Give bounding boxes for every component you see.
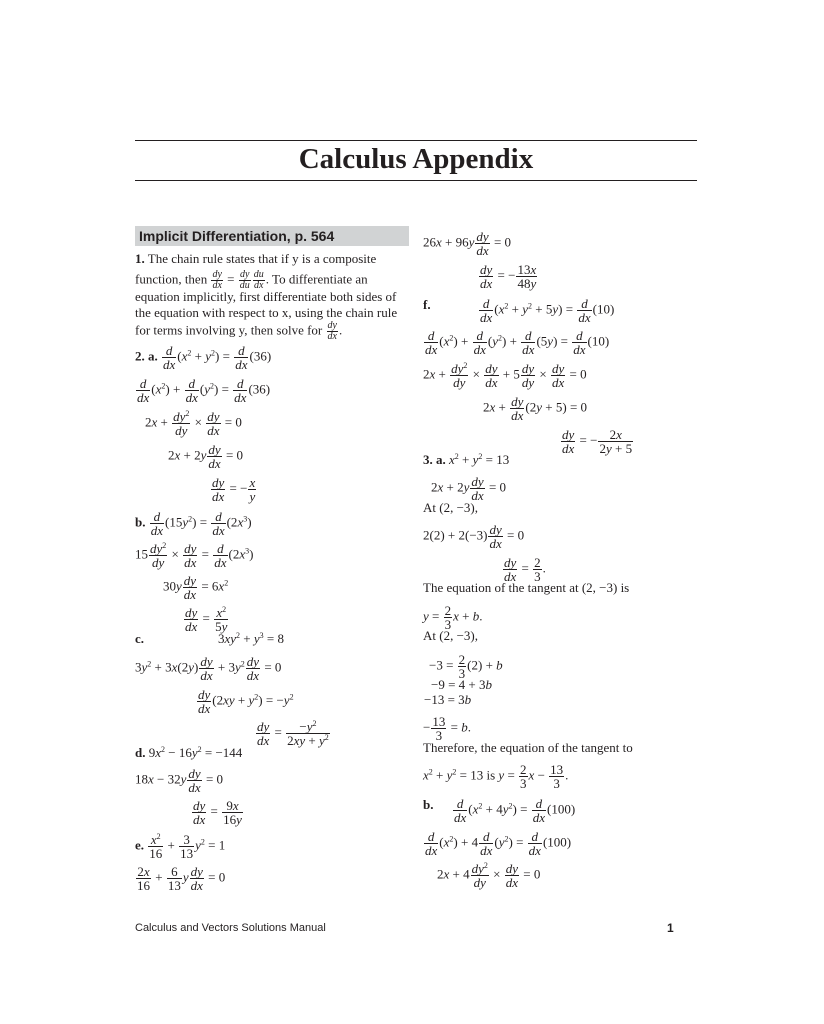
fraction: $\frac{dy}{dx}$	[212, 475, 225, 504]
q3a-line8: −13 = 3b	[424, 692, 472, 707]
q3a-line7: −9 = 4 + 3b	[431, 677, 492, 692]
q3a-tangent-text: The equation of the tangent at (2, −3) is	[423, 580, 630, 595]
footer-title: Calculus and Vectors Solutions Manual	[135, 922, 326, 934]
fraction: $\frac{9x}{16y}$	[223, 798, 242, 827]
q2f-label-row	[423, 297, 431, 313]
fraction: $\frac{3}{13}$	[180, 832, 194, 861]
q3a-line2: 2x + 2y $\frac{dy}{dx}$ = 0	[431, 474, 507, 503]
q1-line2-b: . To differentiate an	[265, 271, 368, 287]
fraction: $\frac{dy^2}{dy}$	[150, 541, 167, 570]
q3b-line1: $\frac{d}{dx}$ $(x^2 + 4y^2)$ = $\frac{d}{dx}$ (100)	[454, 796, 576, 825]
fraction: $\frac{dy}{dx}$	[552, 361, 565, 390]
fraction: $\frac{d}{dx}$	[163, 343, 176, 372]
fraction: $\frac{6}{13}$	[167, 864, 181, 893]
fraction: $\frac{dy^2}{dy}$	[173, 409, 190, 438]
q3b-label: b.	[423, 797, 434, 812]
q2b-line4: $\frac{dy}{dx}$ = $\frac{x^2}{5y}$	[185, 605, 228, 634]
q3a-label: 3. a.	[423, 452, 446, 467]
fraction: $\frac{x}{y}$	[249, 475, 256, 504]
fraction: $\frac{d}{dx}$	[522, 328, 535, 357]
fraction: $\frac{dy}{du}$	[239, 269, 250, 291]
title-underline	[135, 180, 697, 181]
q2e-label: e.	[135, 837, 145, 853]
fraction: $\frac{dy}{dx}$	[246, 654, 260, 683]
q3a-line6: −3 = $\frac{2}{3}$ (2) + b	[429, 652, 503, 681]
q2c-line4: $\frac{dy}{dx}$ = $\frac{-y^2}{2xy + y^2}$	[257, 719, 329, 748]
fraction: $\frac{dy}{dx}$	[185, 605, 198, 634]
fraction: $\frac{dy}{dx}$	[184, 541, 197, 570]
q2c-line3: $\frac{dy}{dx}$ $(2xy + y^2) = -y^2$	[198, 687, 294, 716]
fraction: $\frac{d}{dx}$	[214, 541, 227, 570]
q2f-line2: $\frac{d}{dx}$ $(x^2)$ + $\frac{d}{dx}$ $(y^2)$ + $\frac{d}{dx}$ (5y) = $\frac{d}{dx}$ (10)	[425, 328, 610, 357]
fraction: $\frac{dy}{dx}$	[471, 474, 484, 503]
q2f-label: f.	[423, 297, 431, 312]
fraction: $\frac{dy}{dx}$	[207, 409, 220, 438]
fraction: $\frac{dy}{dx}$	[476, 229, 489, 258]
q1-line2: function, then $\frac{dy}{dx}$ = $\frac{dy}{du}$ $\frac{du}{dx}$ . To differentiate an	[135, 269, 368, 291]
q1-label: 1.	[135, 251, 145, 266]
fraction: $\frac{dy}{dx}$	[562, 427, 575, 456]
q2c-line1-eq: $3xy^2 + y^3 = 8$	[218, 631, 285, 646]
q3b-label-row	[423, 797, 433, 813]
fraction: $\frac{du}{dx}$	[253, 269, 264, 291]
q2e-line2: $\frac{2x}{16}$ + $\frac{6}{13}$ y $\frac{dy}{dx}$ = 0	[137, 864, 226, 893]
fraction: $\frac{13}{3}$	[550, 762, 564, 791]
q2a-line5: $\frac{dy}{dx}$ = − $\frac{x}{y}$	[212, 475, 256, 504]
q2d-line1: d. $9x^2 - 16y^2 = -144$	[135, 745, 243, 760]
q2f-line4: 2x + $\frac{dy}{dx}$ (2y + 5) = 0	[483, 394, 588, 423]
q3a-therefore: Therefore, the equation of the tangent to	[423, 740, 633, 755]
fraction: $\frac{d}{dx}$	[573, 328, 586, 357]
q1-line5-text: for terms involving y, then solve for	[135, 322, 323, 338]
fraction: $\frac{d}{dx}$	[528, 829, 541, 858]
fraction: $\frac{d}{dx}$	[212, 509, 225, 538]
q3a-line10: $x^2 + y^2 = 13$ is y = $\frac{2}{3}$ x − $\frac{13}{3}$ .	[423, 762, 569, 791]
fraction: $\frac{dy}{dx}$	[504, 555, 517, 584]
fraction: $\frac{dy}{dx}$	[480, 262, 493, 291]
fraction: $\frac{dy}{dy}$	[521, 361, 535, 390]
fraction: $\frac{d}{dx}$	[473, 328, 486, 357]
q3a-line9: − $\frac{13}{3}$ = b.	[423, 714, 471, 743]
q2e-line1: e. $\frac{x^2}{16}$ + $\frac{3}{13}$ $y^2 = 1$	[135, 832, 226, 861]
fraction: $\frac{d}{dx}$	[150, 509, 164, 538]
q1-line4: the equation with respect to x, using the chain rule	[135, 305, 398, 320]
q2a-line2: $\frac{d}{dx}$ $(x^2)$ + $\frac{d}{dx}$ $(y^2)$ = $\frac{d}{dx}$ (36)	[137, 376, 271, 405]
q3a-line1: 3. a. $x^2 + y^2 = 13$	[423, 452, 510, 467]
fraction: $\frac{dy}{dx}$	[511, 394, 524, 423]
fraction: $\frac{x^2}{16}$	[149, 832, 163, 861]
fraction: $\frac{d}{dx}$	[235, 343, 248, 372]
page-title: Calculus Appendix	[298, 143, 534, 175]
fraction: $\frac{dy}{dx}$	[198, 687, 211, 716]
fraction: $\frac{dy}{dx}$	[193, 798, 206, 827]
fraction: $\frac{2x}{16}$	[137, 864, 150, 893]
fraction: $\frac{dy}{dx}$	[188, 766, 201, 795]
fraction: $\frac{d}{dx}$	[532, 796, 545, 825]
q2b-line1: b. $\frac{d}{dx}$ $(15y^2)$ = $\frac{d}{dx}$ $(2x^3)$	[135, 509, 252, 538]
fraction: $\frac{2}{3}$	[534, 555, 541, 584]
fraction: $\frac{x^2}{5y}$	[215, 605, 228, 634]
fraction: $\frac{2}{3}$	[458, 652, 466, 681]
q2b-line2: 15 $\frac{dy^2}{dy}$ × $\frac{dy}{dx}$ = $\frac{d}{dx}$ $(2x^3)$	[135, 541, 254, 570]
q3a-at-point: At (2, −3),	[423, 500, 478, 515]
q3b-line2: $\frac{d}{dx}$ $(x^2) + 4$ $\frac{d}{dx}$ $(y^2)$ = $\frac{d}{dx}$ (100)	[425, 829, 572, 858]
q1-text: The chain rule states that if y is a composite	[147, 251, 377, 266]
fraction: $\frac{dy}{dx}$	[183, 573, 197, 602]
fraction: $\frac{d}{dx}$	[425, 328, 438, 357]
q2f-line5: $\frac{dy}{dx}$ = − $\frac{2x}{2y + 5}$	[562, 427, 633, 456]
q2a-line3: 2x + $\frac{dy^2}{dy}$ × $\frac{dy}{dx}$ = 0	[145, 409, 242, 438]
q2b-line3: 30y $\frac{dy}{dx}$ = $6x^2$	[163, 573, 229, 602]
fraction: $\frac{d}{dx}$	[185, 376, 198, 405]
q2a-label: 2. a.	[135, 348, 158, 364]
fraction: $\frac{dy}{dx}$	[190, 864, 203, 893]
q2a-line1: 2. a. $\frac{d}{dx}$ $(x^2 + y^2)$ = $\frac{d}{dx}$ (36)	[135, 343, 272, 372]
fraction: $\frac{d}{dx}$	[480, 829, 493, 858]
fraction: $\frac{d}{dx}$	[234, 376, 247, 405]
q2d-line2: 18x − 32y $\frac{dy}{dx}$ = 0	[135, 766, 224, 795]
fraction: $\frac{13}{3}$	[432, 714, 446, 743]
q2b-label: b.	[135, 514, 146, 530]
fraction: $\frac{2}{3}$	[520, 762, 527, 791]
q2c-line1	[135, 631, 144, 647]
chain-rule-formula: $\frac{dy}{dx}$	[212, 269, 222, 291]
q2d-label: d.	[135, 745, 146, 760]
section-heading: Implicit Differentiation, p. 564	[135, 226, 409, 246]
q2f-line3: 2x + $\frac{dy^2}{dy}$ × $\frac{dy}{dx}$ + 5 $\frac{dy}{dy}$ × $\frac{dy}{dx}$ = 0	[423, 361, 587, 390]
page-number: 1	[667, 921, 674, 935]
q2d-line3: $\frac{dy}{dx}$ = $\frac{9x}{16y}$	[193, 798, 242, 827]
fraction: $\frac{d}{dx}$	[480, 296, 493, 325]
fraction: $\frac{d}{dx}$	[578, 296, 591, 325]
fraction: $\frac{dy^2}{dy}$	[471, 861, 488, 890]
q2e-line4: $\frac{dy}{dx}$ = − $\frac{13x}{48y}$	[480, 262, 537, 291]
q1-line3: equation implicitly, first differentiate both sides of	[135, 289, 397, 304]
q1-line1	[135, 251, 376, 267]
fraction: $\frac{dy}{dx}$	[485, 361, 498, 390]
fraction: $\frac{dy}{dx}$	[200, 654, 213, 683]
q1-line2-a: function, then	[135, 271, 208, 287]
q3a-at-point-2: At (2, −3),	[423, 628, 478, 643]
fraction: $\frac{dy}{dx}$	[489, 522, 502, 551]
q3a-line4: $\frac{dy}{dx}$ = $\frac{2}{3}$ .	[504, 555, 546, 584]
fraction: $\frac{dy^2}{dy}$	[451, 361, 468, 390]
fraction: $\frac{2x}{2y + 5}$	[599, 427, 633, 456]
fraction: $\frac{dy}{dx}$	[505, 861, 519, 890]
fraction: $\frac{2}{3}$	[444, 603, 452, 632]
fraction: $\frac{dy}{dx}$	[327, 320, 337, 342]
top-rule	[135, 140, 697, 141]
q3a-line5: y = $\frac{2}{3}$ x + b.	[423, 603, 483, 632]
fraction: $\frac{d}{dx}$	[137, 376, 150, 405]
fraction: $\frac{13x}{48y}$	[517, 262, 537, 291]
q2c-line2: $3y^2 + 3x(2y)$ $\frac{dy}{dx}$ + $3y^2$ $\frac{dy}{dx}$ = 0	[135, 654, 282, 683]
q1-line5: for terms involving y, then solve for $\frac{dy}{dx}$ .	[135, 320, 343, 342]
q3b-line3: 2x + 4 $\frac{dy^2}{dy}$ × $\frac{dy}{dx}$ = 0	[437, 861, 541, 890]
q3a-line3: 2(2) + 2(−3) $\frac{dy}{dx}$ = 0	[423, 522, 525, 551]
fraction: $\frac{dy}{dx}$	[257, 719, 270, 748]
fraction: $\frac{-y^2}{2xy + y^2}$	[287, 719, 329, 748]
fraction: $\frac{dy}{dx}$	[208, 442, 221, 471]
q2f-line1: $\frac{d}{dx}$ $(x^2 + y^2 + 5y)$ = $\frac{d}{dx}$ (10)	[480, 296, 615, 325]
fraction: $\frac{d}{dx}$	[425, 829, 438, 858]
q2a-line4: 2x + 2y $\frac{dy}{dx}$ = 0	[168, 442, 244, 471]
q2e-line3: 26x + 96y $\frac{dy}{dx}$ = 0	[423, 229, 512, 258]
fraction: $\frac{d}{dx}$	[454, 796, 467, 825]
q2c-label: c.	[135, 631, 145, 646]
